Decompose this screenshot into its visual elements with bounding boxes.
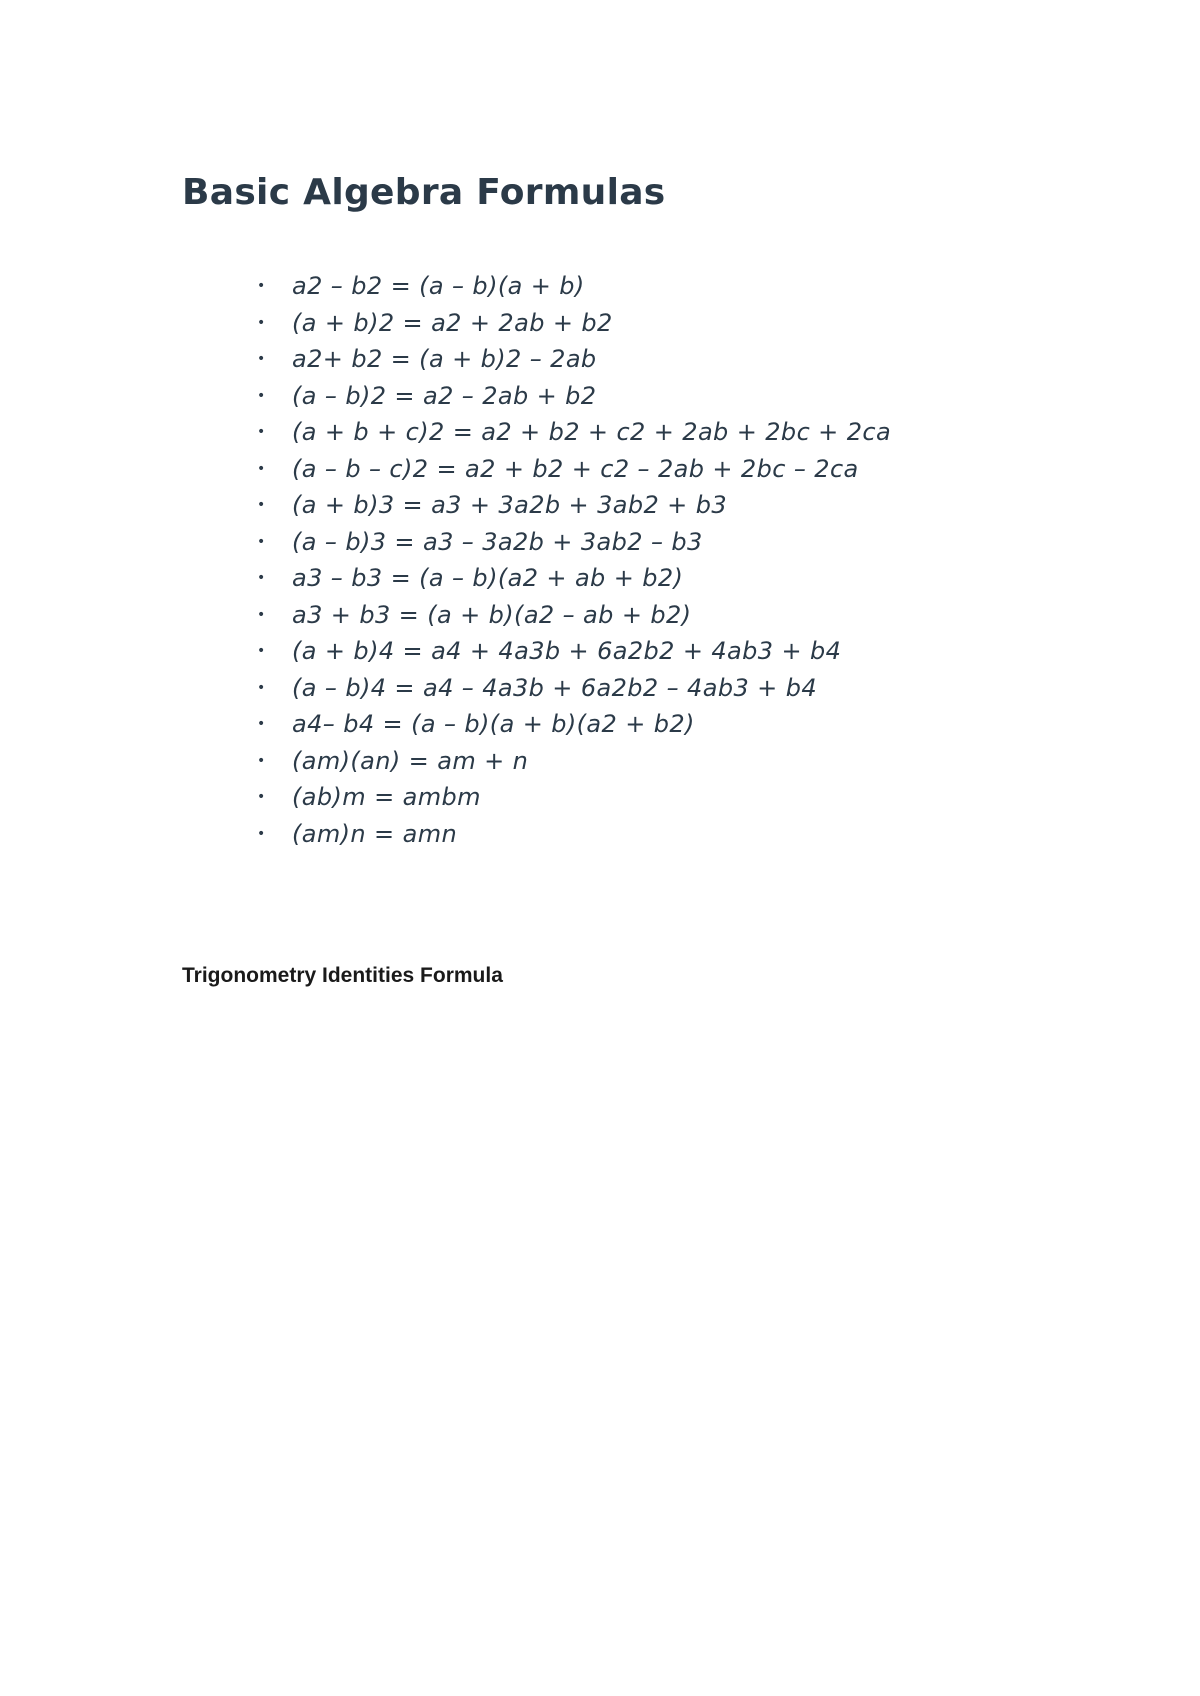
formula-text: a3 – b3 = (a – b)(a2 + ab + b2) [292, 564, 684, 592]
formula-text: a2 – b2 = (a – b)(a + b) [292, 272, 585, 300]
formula-text: (a – b)2 = a2 – 2ab + b2 [292, 381, 597, 410]
bullet-icon: • [257, 314, 266, 331]
bullet-icon: • [257, 716, 266, 732]
formula-text: (a + b)3 = a3 + 3a2b + 3ab2 + b3 [292, 491, 728, 519]
formula-text: (a – b)4 = a4 – 4a3b + 6a2b2 – 4ab3 + b4 [292, 673, 818, 702]
formula-text: (a + b)2 = a2 + 2ab + b2 [292, 308, 613, 337]
bullet-icon: • [257, 497, 266, 513]
bullet-icon: • [257, 351, 266, 367]
formula-text: (am)n = amn [292, 819, 458, 848]
bullet-icon: • [257, 278, 266, 294]
bullet-icon: • [257, 643, 266, 659]
formula-text: (a – b)3 = a3 – 3a2b + 3ab2 – b3 [292, 527, 703, 556]
formula-text: (a + b)4 = a4 + 4a3b + 6a2b2 + 4ab3 + b4 [292, 637, 842, 665]
formula-text: (am)(an) = am + n [292, 746, 529, 775]
formula-text: a3 + b3 = (a + b)(a2 – ab + b2) [292, 600, 692, 629]
page-title: Basic Algebra Formulas [182, 172, 666, 213]
bullet-icon: • [257, 789, 266, 805]
formula-text: a4– b4 = (a – b)(a + b)(a2 + b2) [292, 710, 695, 738]
bullet-icon: • [257, 825, 266, 842]
bullet-icon: • [257, 679, 266, 696]
bullet-icon: • [257, 533, 266, 550]
bullet-icon: • [257, 752, 266, 769]
formula-text: (a + b + c)2 = a2 + b2 + c2 + 2ab + 2bc + 2ca [292, 418, 892, 446]
section-heading: Trigonometry Identities Formula [182, 964, 503, 987]
bullet-icon: • [257, 570, 266, 586]
formula-text: (ab)m = ambm [292, 783, 481, 811]
bullet-icon: • [257, 460, 266, 477]
formula-text: a2+ b2 = (a + b)2 – 2ab [292, 345, 597, 373]
bullet-icon: • [257, 606, 266, 623]
bullet-icon: • [257, 387, 266, 404]
formula-text: (a – b – c)2 = a2 + b2 + c2 – 2ab + 2bc – 2ca [292, 454, 859, 483]
bullet-icon: • [257, 424, 266, 440]
